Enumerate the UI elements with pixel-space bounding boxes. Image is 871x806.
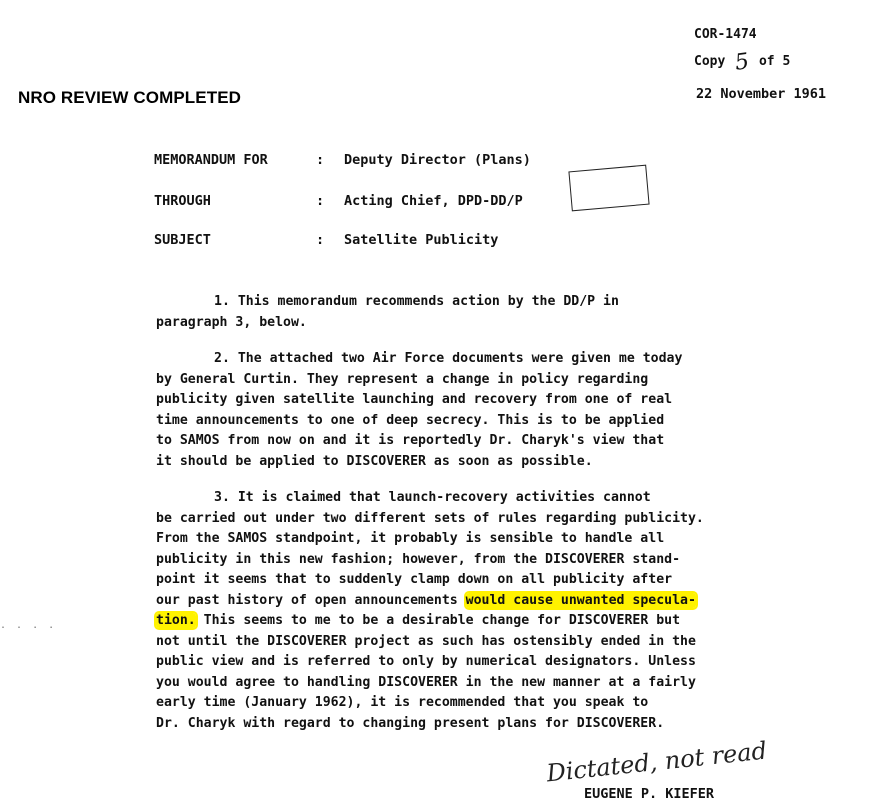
header-colon: : (316, 193, 325, 209)
line-text: our past history of open announcements (156, 592, 466, 608)
paragraph-2 (156, 349, 856, 472)
nro-review-stamp: NRO REVIEW COMPLETED (18, 88, 242, 107)
copy-count (694, 46, 791, 76)
paragraph-line: paragraph 3, below. (156, 314, 307, 330)
memo-date: 22 November 1961 (696, 86, 827, 102)
paragraph-line: From the SAMOS standpoint, it probably is sensible to handle all (156, 531, 665, 546)
header-colon: : (316, 152, 325, 168)
paragraph-line: publicity in this new fashion; however, from the DISCOVERER stand- (156, 551, 681, 567)
paragraph-line: 2. The attached two Air Force documents were given me today (214, 351, 683, 366)
paragraph-line: public view and is referred to only by numerical designators. Unless (156, 654, 696, 669)
memorandum-for-value: Deputy Director (Plans) (344, 152, 531, 168)
paragraph-line: point it seems that to suddenly clamp down on all publicity after (156, 572, 673, 587)
subject-value: Satellite Publicity (344, 232, 499, 248)
paragraph-line: to SAMOS from now on and it is reportedly Dr. Charyk's view that (156, 433, 665, 448)
handwritten-signature-note: Dictated, not read (545, 736, 769, 788)
paragraph-line: not until the DISCOVERER project as such has ostensibly ended in the (156, 633, 696, 649)
through-value: Acting Chief, DPD-DD/P (344, 193, 523, 209)
paragraph-line (156, 591, 856, 612)
subject-label: SUBJECT (154, 232, 211, 248)
through-label: THROUGH (154, 193, 211, 209)
paragraph-line: you would agree to handling DISCOVERER in the new manner at a fairly (156, 674, 696, 690)
paragraph-line: early time (January 1962), it is recommended that you speak to (156, 695, 649, 710)
paragraph-1 (156, 292, 856, 333)
paragraph-line: by General Curtin. They represent a change in policy regarding (156, 371, 649, 387)
highlighted-text: tion. (156, 613, 196, 628)
paragraph-line: publicity given satellite launching and recovery from one of real (156, 392, 673, 407)
header-colon: : (316, 232, 325, 248)
line-text: This seems to me to be a desirable change for DISCOVERER but (195, 613, 681, 628)
paragraph-line: time announcements to one of deep secrecy. This is to be applied (156, 412, 665, 428)
scan-artifact-marks: . . . . (0, 620, 57, 631)
paragraph-line: be carried out under two different sets of rules regarding publicity. (156, 510, 704, 526)
control-number: COR-1474 (694, 27, 757, 42)
paragraph-line (156, 611, 856, 632)
copy-prefix: Copy (694, 54, 726, 69)
paragraph-3 (156, 488, 856, 734)
paragraph-line: Dr. Charyk with regard to changing present plans for DISCOVERER. (156, 715, 665, 731)
copy-handwritten-number: 5 (733, 49, 751, 76)
paragraph-line: 3. It is claimed that launch-recovery activities cannot (214, 490, 651, 505)
redaction-box (568, 165, 649, 212)
signer-name: EUGENE P. KIEFER (584, 786, 715, 802)
paragraph-line: it should be applied to DISCOVERER as soon as possible. (156, 453, 593, 469)
memorandum-for-label: MEMORANDUM FOR (154, 152, 268, 168)
copy-suffix: of 5 (758, 54, 791, 69)
highlighted-text: would cause unwanted specula- (465, 592, 696, 608)
paragraph-line: 1. This memorandum recommends action by the DD/P in (214, 294, 619, 309)
